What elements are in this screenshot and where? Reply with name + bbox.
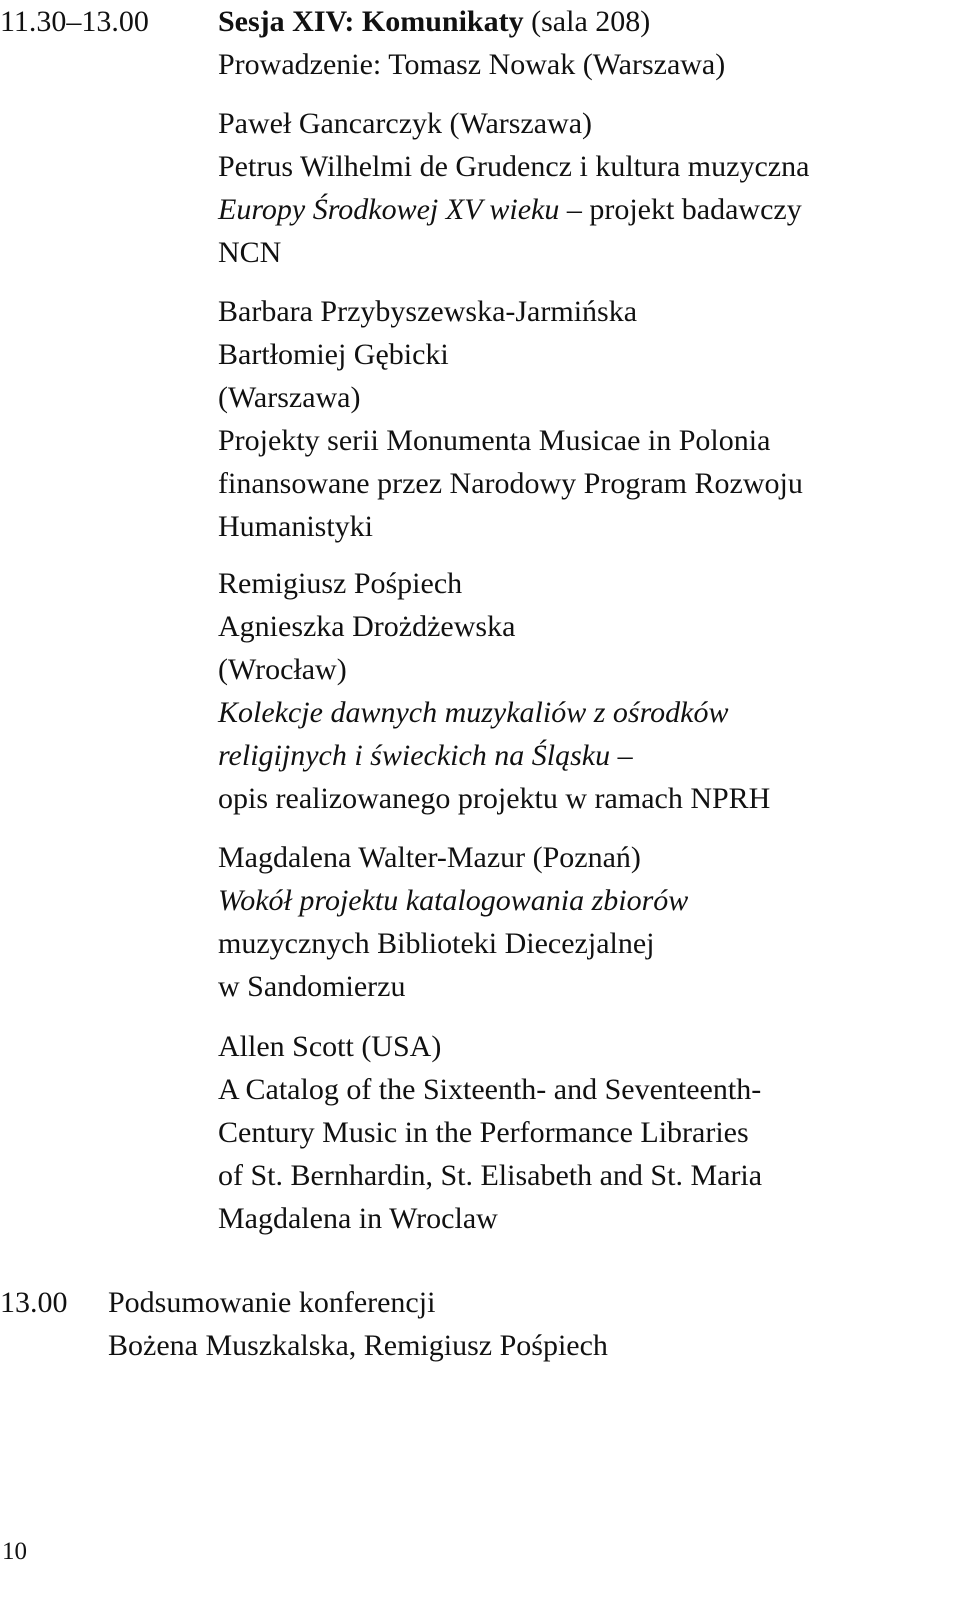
talk-title-line: finansowane przez Narodowy Program Rozwoju: [218, 467, 803, 500]
talk-title-upright: – projekt badawczy: [559, 193, 802, 226]
talk-title-italic: Kolekcje dawnych muzykaliów z ośrodków: [218, 696, 729, 729]
session-block: [218, 0, 950, 86]
talk-title-line: Petrus Wilhelmi de Grudencz i kultura muzyczna: [218, 150, 810, 183]
talk-title-line: A Catalog of the Sixteenth- and Seventeenth-: [218, 1073, 762, 1106]
talk-title-italic: Wokół projektu katalogowania zbiorów: [218, 884, 689, 917]
talk-title-line: muzycznych Biblioteki Diecezjalnej: [218, 927, 655, 960]
session-time: 11.30–13.00: [0, 5, 149, 38]
page-number: 10: [2, 1538, 27, 1565]
talk-title-line: Century Music in the Performance Libraries: [218, 1116, 749, 1149]
talk-title-line: NCN: [218, 236, 282, 269]
talk-5: [218, 1025, 950, 1240]
talk-author: Paweł Gancarczyk (Warszawa): [218, 107, 593, 140]
closing-title: Podsumowanie konferencji: [108, 1286, 436, 1319]
talk-author: Bartłomiej Gębicki: [218, 338, 449, 371]
talk-3: [218, 562, 950, 820]
talk-title-line: [218, 188, 950, 231]
talk-title-line: opis realizowanego projektu w ramach NPRH: [218, 782, 771, 815]
talk-title-line: of St. Bernhardin, St. Elisabeth and St. Maria: [218, 1159, 763, 1192]
session-chair: Prowadzenie: Tomasz Nowak (Warszawa): [218, 48, 726, 81]
session-title: Sesja XIV: Komunikaty: [218, 5, 524, 38]
talk-4: [218, 836, 950, 1008]
closing-block: [108, 1281, 950, 1367]
talk-author: (Warszawa): [218, 381, 361, 414]
talk-author: Agnieszka Drożdżewska: [218, 610, 516, 643]
talk-author: Barbara Przybyszewska-Jarmińska: [218, 295, 638, 328]
session-room: (sala 208): [531, 5, 651, 38]
talk-title-line: Projekty serii Monumenta Musicae in Polonia: [218, 424, 771, 457]
session-heading: [218, 0, 950, 43]
talk-author: Remigiusz Pośpiech: [218, 567, 463, 600]
talk-author: Allen Scott (USA): [218, 1030, 442, 1063]
closing-time: 13.00: [0, 1286, 68, 1319]
talk-title-line: Magdalena in Wroclaw: [218, 1202, 498, 1235]
talk-2: [218, 290, 950, 548]
closing-speakers: Bożena Muszkalska, Remigiusz Pośpiech: [108, 1329, 608, 1362]
talk-author: (Wrocław): [218, 653, 347, 686]
talk-title-italic: religijnych i świeckich na Śląsku –: [218, 739, 633, 772]
talk-title-line: Humanistyki: [218, 510, 373, 543]
talk-title-line: w Sandomierzu: [218, 970, 406, 1003]
talk-author: Magdalena Walter-Mazur (Poznań): [218, 841, 641, 874]
talk-1: [218, 102, 950, 274]
talk-title-italic: Europy Środkowej XV wieku: [218, 193, 560, 226]
